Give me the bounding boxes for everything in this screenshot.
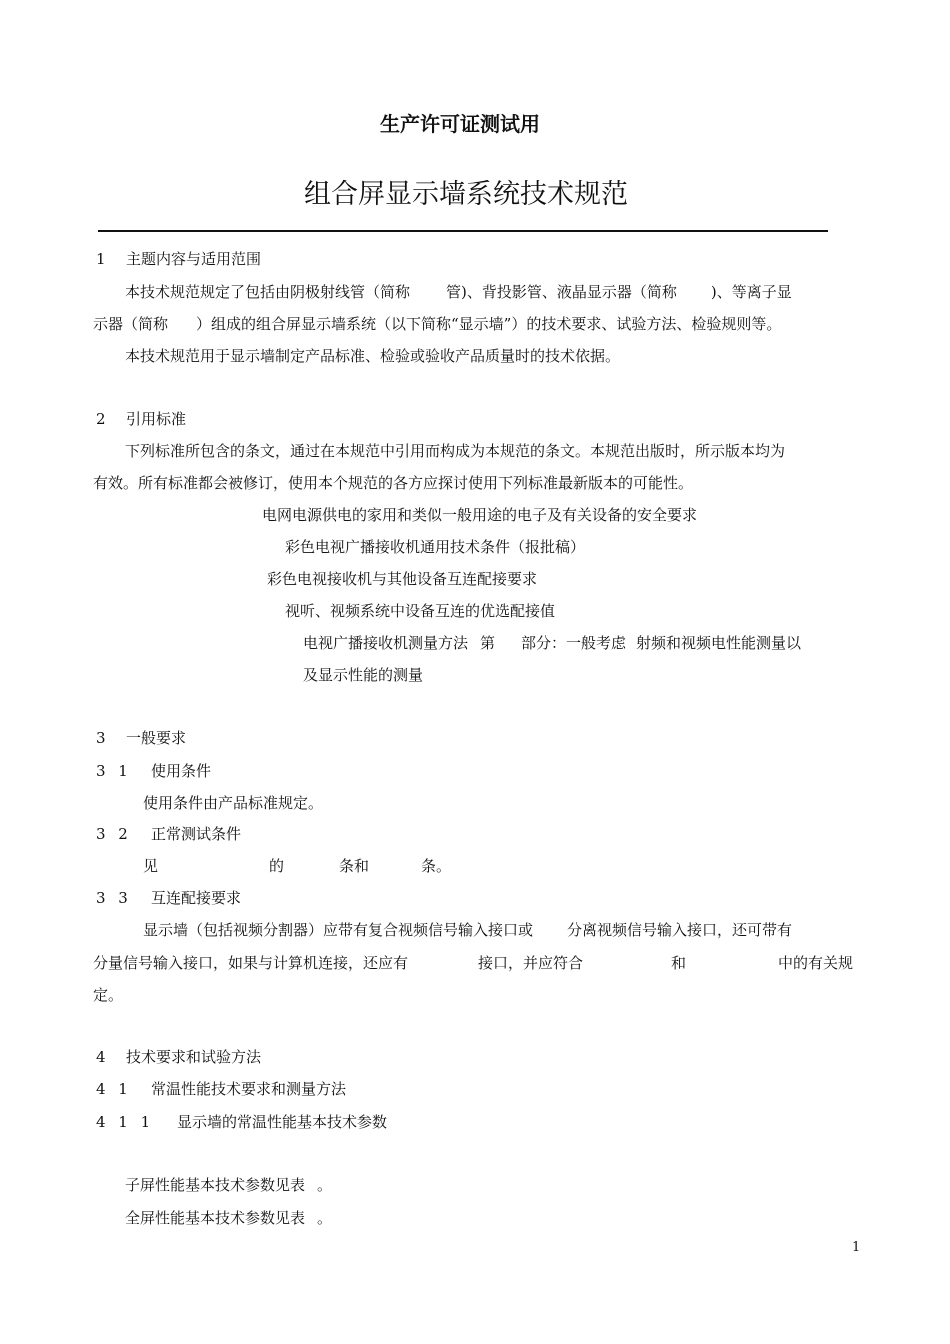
section-1-number: 1 <box>96 250 106 268</box>
section-3-3-line2-c: 和 <box>671 954 687 972</box>
text-run: 子屏性能基本技术参数见表 <box>125 1176 306 1194</box>
section-3-3-line1 <box>143 920 792 940</box>
section-3-2-title: 正常测试条件 <box>151 825 242 843</box>
section-3-1-text: 使用条件由产品标准规定。 <box>143 794 324 812</box>
text-run: 。 <box>317 1209 333 1227</box>
section-3-3-number: 3 3 <box>96 889 128 907</box>
section-3-title: 一般要求 <box>126 729 187 747</box>
page-number: 1 <box>852 1240 861 1255</box>
text-run: 全屏性能基本技术参数见表 <box>125 1209 306 1227</box>
section-3-2-text-c: 条和 <box>339 857 370 875</box>
section-4-list-line2 <box>125 1208 332 1228</box>
section-3-3-line2-d: 中的有关规 <box>778 954 854 972</box>
section-1-title: 主题内容与适用范围 <box>126 250 262 268</box>
section-3-3-line2-a: 分量信号输入接口，如果与计算机连接，还应有 <box>93 954 409 972</box>
section-4-list-line1 <box>125 1175 332 1195</box>
text-run: 射频和视频电性能测量以 <box>636 634 802 652</box>
section-3-2-text-b: 的 <box>269 857 285 875</box>
reference-item: 电网电源供电的家用和类似一般用途的电子及有关设备的安全要求 <box>262 506 698 524</box>
text-run: 。 <box>317 1176 333 1194</box>
text-run: 分离视频信号输入接口，还可带有 <box>567 921 793 939</box>
text-run: 本技术规范规定了包括由阴极射线管（简称 <box>125 283 411 301</box>
section-4-title: 技术要求和试验方法 <box>126 1048 262 1066</box>
section-3-3-line2-b: 接口，并应符合 <box>478 954 584 972</box>
section-1-para1-line2 <box>93 314 781 334</box>
text-run: ）组成的组合屏显示墙系统（以下简称“显示墙”）的技术要求、试验方法、检验规则等。 <box>196 315 782 333</box>
section-3-2-text-a: 见 <box>143 857 159 875</box>
section-2-number: 2 <box>96 410 106 428</box>
reference-item-5-line2: 及显示性能的测量 <box>303 666 424 684</box>
text-run: 管)、背投影管、液晶显示器（简称 <box>446 283 677 301</box>
text-run: 电视广播接收机测量方法 <box>303 634 469 652</box>
document-title: 组合屏显示墙系统技术规范 <box>304 179 628 210</box>
section-2-para-line2: 有效。所有标准都会被修订，使用本个规范的各方应探讨使用下列标准最新版本的可能性。 <box>93 474 694 492</box>
text-run: 示器（简称 <box>93 315 169 333</box>
title-divider <box>98 230 828 232</box>
text-run: 部分：一般考虑 <box>521 634 627 652</box>
reference-item: 彩色电视接收机与其他设备互连配接要求 <box>267 570 538 588</box>
reference-item-5-line1 <box>303 633 801 653</box>
section-3-1-number: 3 1 <box>96 762 128 780</box>
text-run: )、等离子显 <box>710 283 792 301</box>
text-run: 显示墙（包括视频分割器）应带有复合视频信号输入接口或 <box>143 921 534 939</box>
section-2-title: 引用标准 <box>126 410 187 428</box>
section-3-2-text-d: 条。 <box>421 857 452 875</box>
document-label: 生产许可证测试用 <box>380 112 540 136</box>
section-3-3-title: 互连配接要求 <box>151 889 242 907</box>
section-3-2-number: 3 2 <box>96 825 128 843</box>
reference-item: 彩色电视广播接收机通用技术条件（报批稿） <box>285 538 586 556</box>
section-1-para1-line1 <box>125 282 792 302</box>
text-run: 第 <box>480 634 496 652</box>
section-3-number: 3 <box>96 729 106 747</box>
section-4-1-number: 4 1 <box>96 1080 128 1098</box>
section-4-1-title: 常温性能技术要求和测量方法 <box>151 1080 347 1098</box>
reference-item: 视听、视频系统中设备互连的优选配接值 <box>285 602 556 620</box>
section-4-1-1-title: 显示墙的常温性能基本技术参数 <box>177 1113 388 1131</box>
section-2-para-line1: 下列标准所包含的条文，通过在本规范中引用而构成为本规范的条文。本规范出版时，所示版本均为 <box>125 442 786 460</box>
section-1-para2: 本技术规范用于显示墙制定产品标准、检验或验收产品质量时的技术依据。 <box>125 347 621 365</box>
section-4-1-1-number: 4 1 1 <box>96 1113 151 1131</box>
section-4-number: 4 <box>96 1048 106 1066</box>
section-3-1-title: 使用条件 <box>151 762 212 780</box>
section-3-3-line3: 定。 <box>93 986 124 1004</box>
